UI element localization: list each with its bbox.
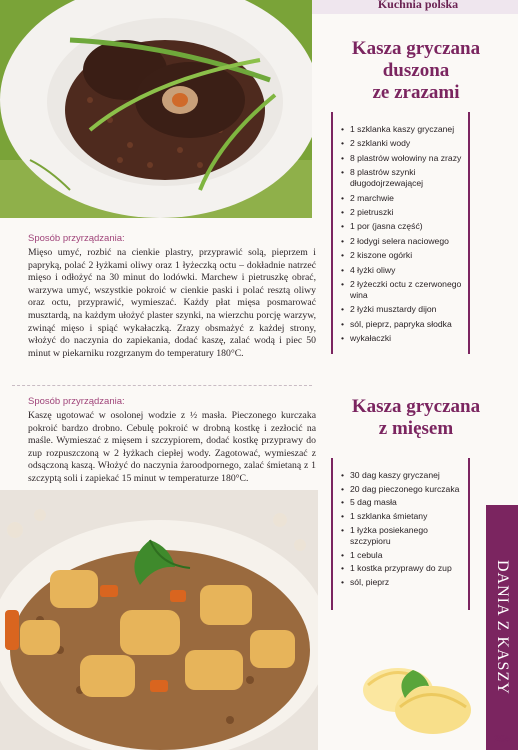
recipe-2-ingredients-box <box>331 458 470 610</box>
recipe-1-title-line: ze zrazami <box>372 82 460 103</box>
recipe-2-title-line: z mięsem <box>378 418 454 439</box>
ingredient-item: • 2 pietruszki <box>341 207 465 218</box>
ingredient-item: • 2 marchwie <box>341 193 465 204</box>
recipe-2-title <box>326 396 506 440</box>
ingredient-item: • 1 por (jasna część) <box>341 221 465 232</box>
ingredient-item: • 2 łyżeczki octu z czerwonego wina <box>341 279 465 301</box>
photo-beef-rolls-buckwheat <box>0 0 312 218</box>
ingredient-item: • 5 dag masła <box>341 497 465 508</box>
photo-butter-curls <box>338 615 488 750</box>
ingredient-item: • 30 dag kaszy gryczanej <box>341 470 465 481</box>
chapter-side-tab-label: DANIA Z KASZY <box>494 560 511 695</box>
ingredient-item: • 20 dag pieczonego kurczaka <box>341 484 465 495</box>
photo-chicken-buckwheat <box>0 490 318 750</box>
recipe-2-method-text: Kaszę ugotować w osolonej wodzie z ½ masła. Pieczonego kurczaka pokroić bardzo drobno. Cebulę pokroić w drobną kostkę i zezłocić na maśle. Wymieszać z mięsem i szczypiorem, dodać kostkę przyprawy do zup rozpuszczoną w 2 łyżkach ciepłej wody. Zagotować, wymieszać z odsączoną kaszą. Włożyć do naczynia żaroodpornego, zalać śmietaną z 1 szczyptą soli i zapiekać 15 minut w temperaturze 180°C. <box>28 410 316 484</box>
recipe-1-title-line: duszona <box>382 60 450 81</box>
recipe-1-title-line: Kasza gryczana <box>351 38 481 59</box>
recipe-2-method-label: Sposób przyrządzania: <box>28 396 125 407</box>
recipe-1-method-text: Mięso umyć, rozbić na cienkie plastry, przyprawić solą, pieprzem i papryką, polać 2 łyżkami oliwy oraz 1 łyżeczką octu – dokładnie natrzeć mięso i odłożyć na 30 minut do lodówki. Marchew i pietruszkę obrać, warzywa umyć, wszystkie pokroić w cienkie paski i polać resztą oliwy oraz octu, przyprawić, wymieszać. Każdy płat mięsa posmarować musztardą, na każdym ułożyć plaster szynki, na wierzchu porcję warzyw, zwinąć mięso i spiąć wykałaczką. Zrazy obsmażyć z każdej strony, włożyć do naczynia do zapiekania, dodać kaszę, zalać wodą i piec 50 minut w piekarniku rozgrzanym do temperatury 180°C. <box>28 247 316 359</box>
ingredient-item: • 1 szklanka śmietany <box>341 511 465 522</box>
ingredient-item: • sól, pieprz, papryka słodka <box>341 319 465 330</box>
section-divider <box>12 385 312 386</box>
recipe-1-ingredients-list <box>341 124 465 348</box>
recipe-2-ingredients-list <box>341 470 465 591</box>
ingredient-item: • 1 kostka przyprawy do zup <box>341 563 465 574</box>
ingredient-item: • 2 kiszone ogórki <box>341 250 465 261</box>
ingredient-item: • 8 plastrów szynki długodojrzewającej <box>341 167 465 189</box>
chapter-side-tab-label-wrap <box>486 505 518 750</box>
recipe-1-method-label: Sposób przyrządzania: <box>28 233 125 244</box>
ingredient-item: • sól, pieprz <box>341 577 465 588</box>
section-title: Kuchnia polska <box>377 0 459 11</box>
ingredient-item: • 1 szklanka kaszy gryczanej <box>341 124 465 135</box>
ingredient-item: • 2 szklanki wody <box>341 138 465 149</box>
ingredient-item: • 1 cebula <box>341 550 465 561</box>
recipe-1-title <box>326 38 506 104</box>
recipe-1-ingredients-box <box>331 112 470 354</box>
ingredient-item: • 2 łyżki musztardy dijon <box>341 304 465 315</box>
ingredient-item: • wykałaczki <box>341 333 465 344</box>
ingredient-item: • 1 łyżka posiekanego szczypioru <box>341 525 465 547</box>
recipe-2-title-line: Kasza gryczana <box>351 396 481 417</box>
ingredient-item: • 2 łodygi selera naciowego <box>341 236 465 247</box>
page-number: 295 <box>494 733 512 745</box>
ingredient-item: • 8 plastrów wołowiny na zrazy <box>341 153 465 164</box>
ingredient-item: • 4 łyżki oliwy <box>341 265 465 276</box>
